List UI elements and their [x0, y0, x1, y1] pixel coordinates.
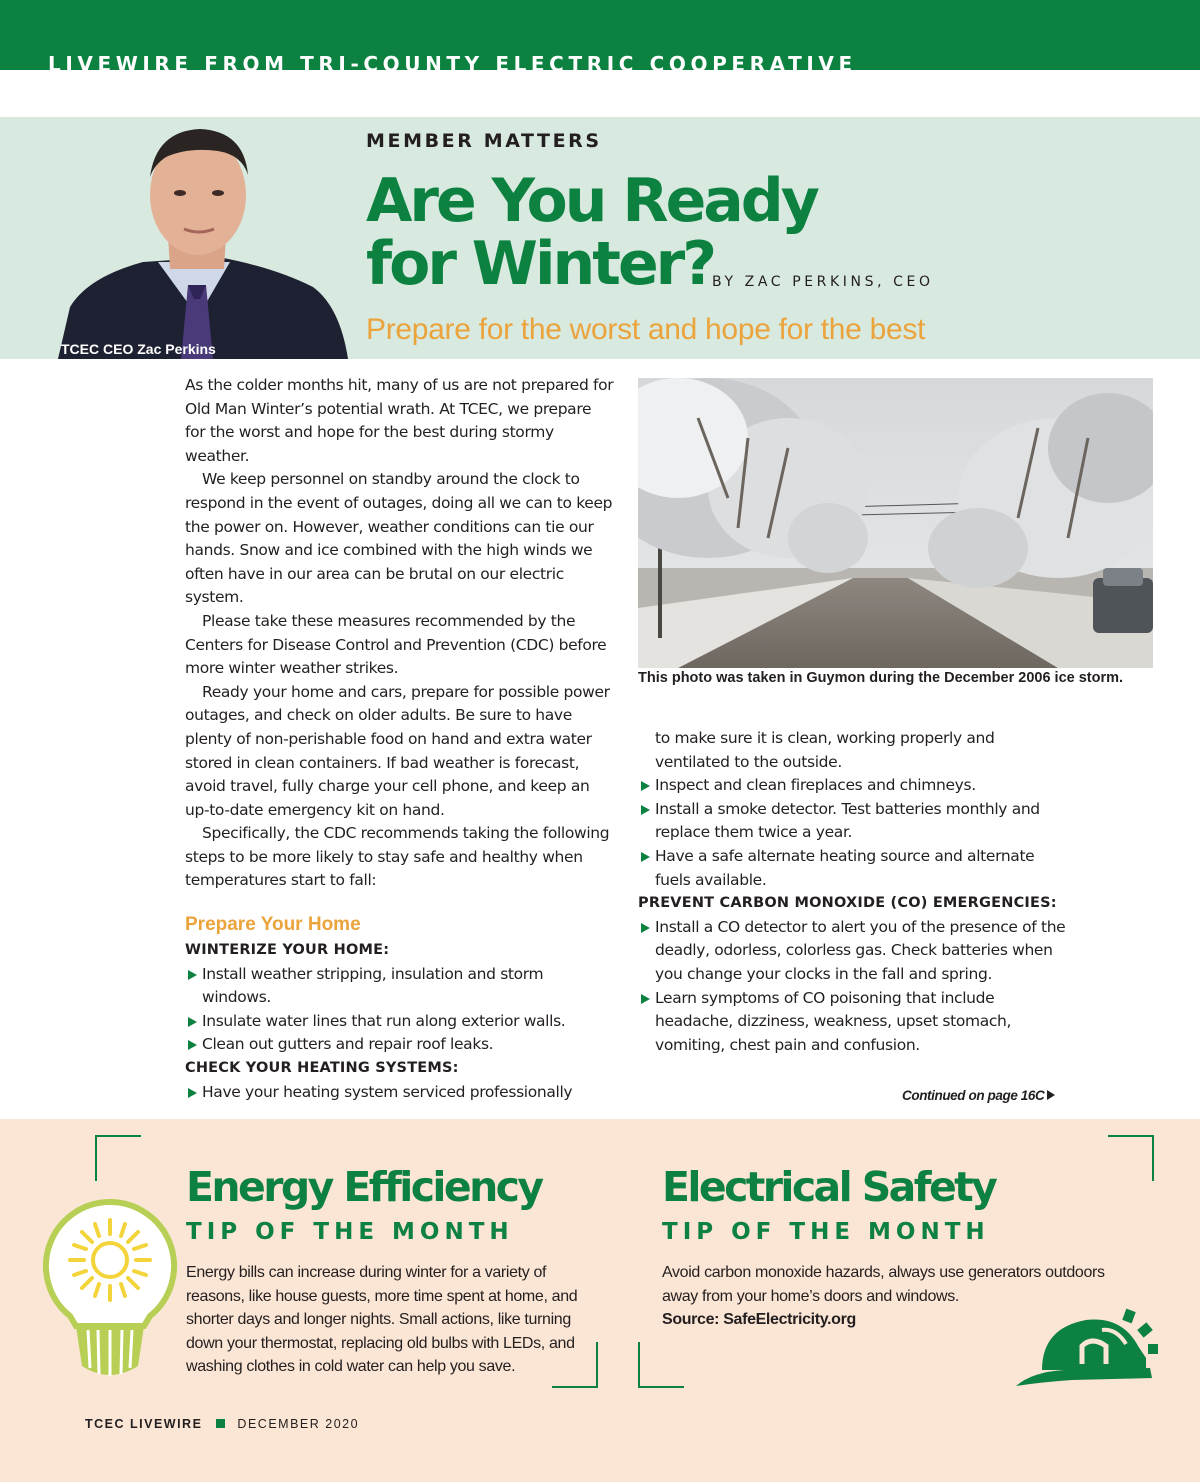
hard-hat-icon: [1012, 1306, 1158, 1392]
energy-tip-title: Energy Efficiency: [186, 1163, 542, 1211]
paragraph: Specifically, the CDC recommends taking the following steps to be more likely to stay safe and healthy when temperatures start to fall:: [185, 824, 610, 890]
headline-line-2: for Winter?: [366, 229, 715, 299]
list-item: Inspect and clean fireplaces and chimneys.: [638, 774, 1068, 798]
winterize-list: [185, 963, 615, 1057]
masthead-title: LIVEWIRE FROM TRI-COUNTY ELECTRIC COOPERATIVE: [48, 52, 857, 70]
list-item: Learn symptoms of CO poisoning that include headache, dizziness, weakness, upset stomach, vomiting, chest pain and confusion.: [638, 987, 1068, 1058]
safety-tip-text: Avoid carbon monoxide hazards, always use generators outdoors away from your home’s doors and windows.: [662, 1264, 1105, 1305]
lightbulb-icon: [42, 1198, 178, 1392]
left-checklists: [185, 939, 615, 1104]
heating-list: [638, 774, 1068, 892]
paragraph: Please take these measures recommended by the Centers for Disease Control and Prevention (CDC) before more winter weather strikes.: [185, 611, 607, 678]
article-body-left: [185, 374, 615, 893]
continued-label: Continued on page 16C: [902, 1088, 1045, 1103]
article-deck: Prepare for the worst and hope for the best: [366, 313, 926, 346]
list-item: Clean out gutters and repair roof leaks.: [185, 1033, 615, 1057]
byline: BY ZAC PERKINS, CEO: [712, 274, 934, 290]
section-kicker: MEMBER MATTERS: [366, 130, 602, 152]
safety-tip-subtitle: TIP OF THE MONTH: [662, 1219, 990, 1245]
continued-link[interactable]: [902, 1088, 1055, 1103]
list-item: Install a CO detector to alert you of the presence of the deadly, odorless, colorless gas. Check batteries when you change your clocks in the fall and spring.: [638, 916, 1068, 987]
list-item: Install weather stripping, insulation and storm windows.: [185, 963, 615, 1010]
ice-storm-photo: [638, 378, 1153, 668]
right-checklists: [638, 727, 1068, 1057]
energy-tip-body: Energy bills can increase during winter for a variety of reasons, like house guests, more time spent at home, and shorter days and longer nights. Small actions, like turning down your thermostat, replacing old bulbs with LEDs, and washing clothes in cold water can help you save.: [186, 1264, 578, 1376]
paragraph: As the colder months hit, many of us are not prepared for Old Man Winter’s potential wrath. At TCEC, we prepare for the worst and hope for the best during stormy weather.: [185, 376, 614, 465]
heating-heading: CHECK YOUR HEATING SYSTEMS:: [185, 1059, 459, 1076]
co-list: [638, 916, 1068, 1058]
bracket-top-left: [95, 1135, 141, 1181]
winterize-heading: WINTERIZE YOUR HOME:: [185, 942, 390, 958]
footer-date: DECEMBER 2020: [237, 1417, 360, 1431]
footer-square-icon: [216, 1419, 225, 1428]
energy-tip-subtitle: TIP OF THE MONTH: [186, 1219, 514, 1245]
bracket-bottom-left: [638, 1342, 684, 1388]
heating-continued: to make sure it is clean, working properly and ventilated to the outside.: [655, 729, 995, 771]
paragraph: Ready your home and cars, prepare for possible power outages, and check on older adults. Be sure to have plenty of non-perishable food on hand and extra water stored in clean containers. If bad weather is forecast, avoid travel, fully charge your cell phone, and keep an up-to-date emergency kit on hand.: [185, 682, 610, 819]
prepare-home-heading: Prepare Your Home: [185, 914, 361, 935]
paragraph: We keep personnel on standby around the clock to respond in the event of outages, doing all we can to keep the power on. However, weather conditions can tie our hands. Snow and ice combined with the high winds we often have in our area can be brutal on our electric system.: [185, 470, 613, 607]
portrait-caption: TCEC CEO Zac Perkins: [61, 341, 216, 357]
list-item: Have a safe alternate heating source and alternate fuels available.: [638, 845, 1068, 892]
heating-list-start: [185, 1081, 615, 1105]
safety-tip-title: Electrical Safety: [662, 1163, 996, 1211]
headline-line-1: Are You Ready: [366, 166, 817, 236]
continue-arrow-icon: [1047, 1090, 1055, 1100]
page-footer: [85, 1417, 359, 1431]
co-heading: PREVENT CARBON MONOXIDE (CO) EMERGENCIES:: [638, 895, 1057, 912]
list-item: Install a smoke detector. Test batteries monthly and replace them twice a year.: [638, 798, 1068, 845]
photo-caption: This photo was taken in Guymon during the December 2006 ice storm.: [638, 670, 1124, 686]
footer-publication: TCEC LIVEWIRE: [85, 1417, 203, 1431]
bracket-top-right: [1108, 1135, 1154, 1181]
safety-tip-source: Source: SafeElectricity.org: [662, 1311, 856, 1329]
ceo-portrait: [48, 117, 348, 359]
list-item: Insulate water lines that run along exterior walls.: [185, 1010, 615, 1034]
list-item: Have your heating system serviced professionally: [185, 1081, 615, 1105]
